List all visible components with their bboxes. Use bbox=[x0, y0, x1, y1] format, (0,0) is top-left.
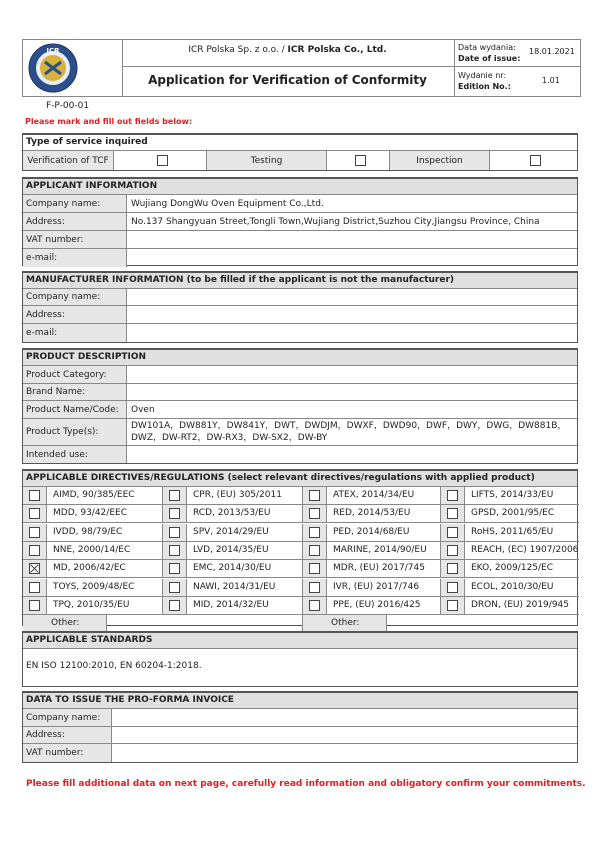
directive-label: PED, 2014/68/EU bbox=[333, 526, 410, 537]
directive-checkbox[interactable] bbox=[447, 527, 458, 538]
invoice-vat-label: VAT number: bbox=[23, 744, 112, 762]
directive-item bbox=[23, 505, 163, 523]
directive-other-field[interactable] bbox=[107, 615, 302, 632]
directive-label: IVDD, 98/79/EC bbox=[53, 526, 123, 537]
product-name-label: Product Name/Code: bbox=[23, 401, 127, 418]
product-name-field[interactable]: Oven bbox=[131, 404, 155, 415]
directive-checkbox-cell bbox=[163, 487, 187, 504]
svg-text:ICR: ICR bbox=[46, 47, 60, 55]
directive-item bbox=[23, 579, 163, 597]
invoice-company-label: Company name: bbox=[23, 709, 112, 726]
directive-checkbox-cell bbox=[23, 560, 47, 577]
directive-checkbox[interactable] bbox=[447, 508, 458, 519]
directive-checkbox[interactable] bbox=[309, 527, 320, 538]
directive-checkbox-cell bbox=[303, 542, 327, 559]
directive-label: RCD, 2013/53/EU bbox=[193, 508, 271, 519]
service-option-tcf-checkbox[interactable] bbox=[157, 155, 168, 166]
directive-label: DRON, (EU) 2019/945 bbox=[471, 599, 569, 610]
manufacturer-address-label: Address: bbox=[23, 306, 127, 323]
directive-item bbox=[303, 524, 441, 542]
directive-item bbox=[163, 505, 303, 523]
directive-checkbox[interactable] bbox=[169, 600, 180, 611]
directive-label: NNE, 2000/14/EC bbox=[53, 544, 131, 555]
directive-checkbox[interactable] bbox=[447, 582, 458, 593]
directive-item bbox=[23, 560, 163, 578]
directive-checkbox[interactable] bbox=[447, 490, 458, 501]
directive-label: MD, 2006/42/EC bbox=[53, 563, 126, 574]
form-code: F-P-00-01 bbox=[46, 101, 90, 111]
directive-other-field[interactable] bbox=[387, 615, 579, 632]
directive-item bbox=[163, 524, 303, 542]
applicant-address-field[interactable]: No.137 Shangyuan Street,Tongli Town,Wujiang District,Suzhou City,Jiangsu Province, China bbox=[131, 216, 540, 227]
directive-label: ECOL, 2010/30/EU bbox=[471, 581, 554, 592]
service-option-inspection-label: Inspection bbox=[390, 151, 490, 170]
applicant-address-label: Address: bbox=[23, 213, 127, 230]
directive-checkbox-cell bbox=[23, 487, 47, 504]
applicant-section bbox=[22, 177, 578, 266]
directive-label: LIFTS, 2014/33/EU bbox=[471, 490, 554, 500]
directive-checkbox-cell bbox=[303, 597, 327, 614]
directives-section bbox=[22, 469, 579, 629]
directive-checkbox-cell bbox=[303, 560, 327, 577]
directive-item bbox=[303, 560, 441, 578]
directive-item bbox=[441, 542, 579, 560]
directive-checkbox-cell bbox=[303, 487, 327, 504]
directive-checkbox-cell bbox=[23, 524, 47, 541]
directive-checkbox-cell bbox=[23, 505, 47, 522]
directive-label: CPR, (EU) 305/2011 bbox=[193, 490, 282, 500]
service-type-section bbox=[22, 133, 578, 171]
directive-label: NAWI, 2014/31/EU bbox=[193, 581, 276, 592]
directive-checkbox[interactable] bbox=[169, 582, 180, 593]
directive-checkbox-cell bbox=[441, 579, 465, 596]
directive-label: LVD, 2014/35/EU bbox=[193, 544, 269, 555]
directive-item bbox=[441, 487, 579, 505]
directive-checkbox-cell bbox=[23, 597, 47, 614]
applicant-title: APPLICANT INFORMATION bbox=[23, 179, 577, 195]
edition-value: 1.01 bbox=[542, 76, 560, 85]
directive-checkbox-cell bbox=[23, 579, 47, 596]
directive-item bbox=[441, 560, 579, 578]
directive-label: RoHS, 2011/65/EU bbox=[471, 526, 554, 537]
directive-item bbox=[23, 524, 163, 542]
directive-checkbox[interactable] bbox=[29, 545, 40, 556]
service-option-tcf-label: Verification of TCF bbox=[23, 151, 114, 170]
directive-label: AIMD, 90/385/EEC bbox=[53, 490, 135, 500]
directive-checkbox-cell bbox=[441, 560, 465, 577]
directive-checkbox-cell bbox=[163, 505, 187, 522]
directive-label: MDD, 93/42/EEC bbox=[53, 508, 127, 519]
applicant-company-label: Company name: bbox=[23, 195, 127, 212]
invoice-section bbox=[22, 691, 578, 763]
directive-checkbox[interactable] bbox=[29, 527, 40, 538]
directive-checkbox-cell bbox=[441, 487, 465, 504]
directive-item bbox=[441, 579, 579, 597]
directive-checkbox-cell bbox=[303, 524, 327, 541]
directive-checkbox-cell bbox=[441, 597, 465, 614]
directive-checkbox-cell bbox=[163, 524, 187, 541]
intended-use-field[interactable] bbox=[127, 446, 577, 463]
directive-item bbox=[163, 542, 303, 560]
directive-checkbox-cell bbox=[441, 524, 465, 541]
applicant-vat-field[interactable] bbox=[127, 231, 577, 248]
directive-label: IVR, (EU) 2017/746 bbox=[333, 581, 420, 592]
directive-label: REACH, (EC) 1907/2006 bbox=[471, 544, 579, 555]
invoice-title: DATA TO ISSUE THE PRO-FORMA INVOICE bbox=[23, 693, 577, 709]
edition-label: Wydanie nr: Edition No.: bbox=[458, 71, 511, 91]
icr-logo bbox=[27, 42, 79, 94]
directive-checkbox[interactable] bbox=[309, 490, 320, 501]
instruction-text: Please mark and fill out fields below: bbox=[25, 117, 193, 126]
directive-checkbox[interactable] bbox=[169, 508, 180, 519]
directive-item bbox=[23, 542, 163, 560]
manufacturer-title: MANUFACTURER INFORMATION (to be filled if the applicant is not the manufacturer) bbox=[23, 273, 577, 289]
directive-checkbox[interactable] bbox=[169, 563, 180, 574]
directive-checkbox[interactable] bbox=[309, 582, 320, 593]
directive-checkbox[interactable] bbox=[169, 490, 180, 501]
service-option-testing-checkbox[interactable] bbox=[355, 155, 366, 166]
directive-checkbox-cell bbox=[23, 542, 47, 559]
directive-item bbox=[303, 487, 441, 505]
directive-checkbox-cell bbox=[441, 505, 465, 522]
directive-checkbox[interactable] bbox=[309, 508, 320, 519]
directive-label: MDR, (EU) 2017/745 bbox=[333, 563, 425, 574]
directive-label: TOYS, 2009/48/EC bbox=[53, 581, 135, 592]
standards-title: APPLICABLE STANDARDS bbox=[23, 633, 577, 649]
manufacturer-section bbox=[22, 271, 578, 343]
directive-item bbox=[303, 597, 441, 615]
directive-checkbox[interactable] bbox=[29, 600, 40, 611]
directive-checkbox[interactable] bbox=[447, 600, 458, 611]
directive-item bbox=[163, 597, 303, 615]
standards-section bbox=[22, 631, 578, 687]
directive-checkbox[interactable] bbox=[29, 508, 40, 519]
intended-use-label: Intended use: bbox=[23, 446, 127, 463]
directive-label: TPQ, 2010/35/EU bbox=[53, 599, 130, 610]
directive-item bbox=[163, 560, 303, 578]
directive-checkbox[interactable] bbox=[309, 600, 320, 611]
directive-label: SPV, 2014/29/EU bbox=[193, 526, 269, 537]
directive-item bbox=[303, 579, 441, 597]
manufacturer-company-field[interactable] bbox=[127, 289, 577, 305]
date-label: Data wydania: Date of issue: bbox=[458, 43, 521, 63]
applicant-email-field[interactable] bbox=[127, 249, 577, 267]
directive-item bbox=[441, 524, 579, 542]
directive-checkbox[interactable] bbox=[29, 490, 40, 501]
directive-label: ATEX, 2014/34/EU bbox=[333, 490, 415, 500]
directive-checkbox[interactable] bbox=[29, 563, 40, 574]
product-title: PRODUCT DESCRIPTION bbox=[23, 350, 577, 366]
invoice-address-field[interactable] bbox=[112, 727, 577, 743]
product-types-label: Product Type(s): bbox=[23, 419, 127, 445]
directive-other-label: Other: bbox=[23, 615, 107, 632]
service-option-testing-label: Testing bbox=[207, 151, 327, 170]
service-type-title: Type of service inquired bbox=[23, 135, 577, 151]
directive-label: GPSD, 2001/95/EC bbox=[471, 508, 555, 519]
standards-field[interactable]: EN ISO 12100:2010, EN 60204-1:2018. bbox=[26, 661, 202, 671]
invoice-company-field[interactable] bbox=[112, 709, 577, 726]
manufacturer-email-field[interactable] bbox=[127, 324, 577, 342]
applicant-vat-label: VAT number: bbox=[23, 231, 127, 248]
directive-checkbox[interactable] bbox=[309, 563, 320, 574]
directive-item bbox=[163, 579, 303, 597]
directive-label: PPE, (EU) 2016/425 bbox=[333, 599, 421, 610]
directive-item bbox=[441, 597, 579, 615]
directive-item bbox=[303, 542, 441, 560]
directive-item bbox=[441, 505, 579, 523]
invoice-address-label: Address: bbox=[23, 727, 112, 743]
date-value: 18.01.2021 bbox=[529, 47, 575, 56]
directive-checkbox-cell bbox=[163, 579, 187, 596]
directive-label: RED, 2014/53/EU bbox=[333, 508, 411, 519]
brand-name-field[interactable] bbox=[127, 384, 577, 400]
directive-label: MID, 2014/32/EU bbox=[193, 599, 269, 610]
directives-grid bbox=[23, 487, 579, 629]
directive-checkbox[interactable] bbox=[169, 527, 180, 538]
directive-checkbox-cell bbox=[163, 597, 187, 614]
brand-name-label: Brand Name: bbox=[23, 384, 127, 400]
directive-checkbox-cell bbox=[163, 560, 187, 577]
directive-checkbox-cell bbox=[303, 579, 327, 596]
directive-checkbox-cell bbox=[303, 505, 327, 522]
manufacturer-address-field[interactable] bbox=[127, 306, 577, 323]
directive-checkbox-cell bbox=[441, 542, 465, 559]
product-section bbox=[22, 348, 578, 464]
product-types-field[interactable]: DW101A，DW881Y，DW841Y，DWT，DWDJM，DWXF，DWD90，DWF，DWY，DWG，DW881B，DWZ，DW-RT2，DW-RX3，DW-SX2，DW-BY bbox=[131, 421, 567, 443]
company-name: ICR Polska Sp. z o.o. / ICR Polska Co., Ltd. bbox=[188, 45, 387, 55]
directives-title: APPLICABLE DIRECTIVES/REGULATIONS (select relevant directives/regulations with applied product) bbox=[23, 471, 577, 487]
directive-checkbox[interactable] bbox=[169, 545, 180, 556]
directive-checkbox[interactable] bbox=[447, 563, 458, 574]
directive-other-label: Other: bbox=[303, 615, 387, 632]
directive-checkbox-cell bbox=[163, 542, 187, 559]
directive-item bbox=[23, 597, 163, 615]
product-category-field[interactable] bbox=[127, 366, 577, 383]
manufacturer-company-label: Company name: bbox=[23, 289, 127, 305]
service-option-inspection-checkbox[interactable] bbox=[530, 155, 541, 166]
product-category-label: Product Category: bbox=[23, 366, 127, 383]
directive-item bbox=[163, 487, 303, 505]
manufacturer-email-label: e-mail: bbox=[23, 324, 127, 342]
footer-note: Please fill additional data on next page, carefully read information and obligatory confirm your commitments. bbox=[26, 779, 586, 789]
directive-checkbox[interactable] bbox=[309, 545, 320, 556]
directive-label: EMC, 2014/30/EU bbox=[193, 563, 272, 574]
invoice-vat-field[interactable] bbox=[112, 744, 577, 762]
directive-item bbox=[23, 487, 163, 505]
applicant-company-field[interactable]: Wujiang DongWu Oven Equipment Co.,Ltd. bbox=[131, 198, 324, 209]
directive-checkbox[interactable] bbox=[29, 582, 40, 593]
applicant-email-label: e-mail: bbox=[23, 249, 127, 267]
directive-item bbox=[303, 505, 441, 523]
directive-label: MARINE, 2014/90/EU bbox=[333, 544, 427, 555]
directive-checkbox[interactable] bbox=[447, 545, 458, 556]
directive-label: EKO, 2009/125/EC bbox=[471, 563, 554, 574]
document-title: Application for Verification of Conformity bbox=[148, 73, 427, 87]
